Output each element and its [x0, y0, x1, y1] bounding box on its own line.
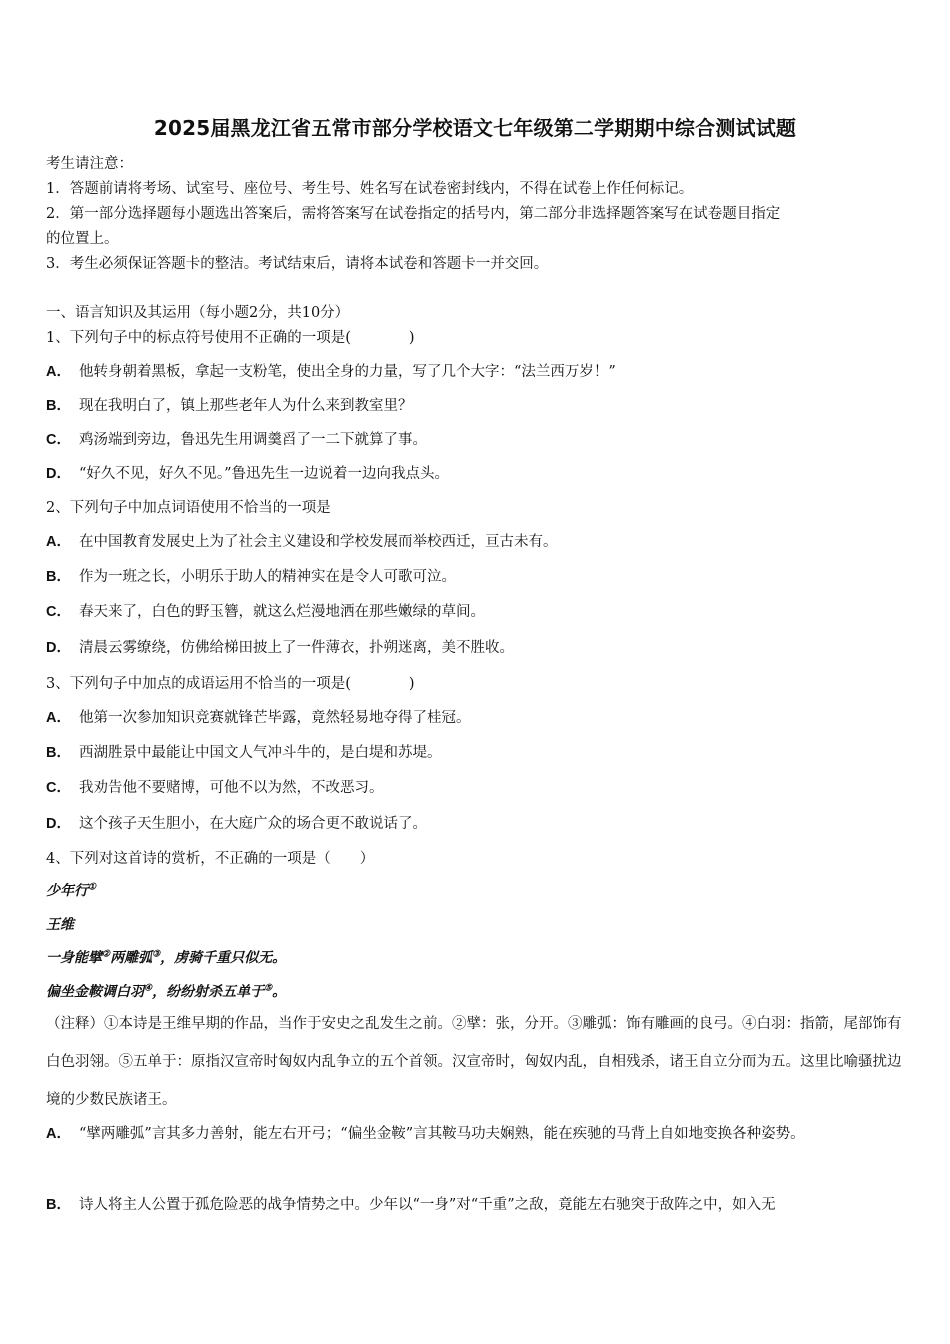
question-stem: 1、下列句子中的标点符号使用不正确的一项是( ) [46, 330, 415, 346]
option-label: C． [46, 604, 71, 620]
poem-text: ，纷纷射杀五单于 [152, 984, 265, 1000]
option-text: 他第一次参加知识竞赛就锋芒毕露，竟然轻易地夺得了桂冠。 [78, 710, 471, 726]
option-label: B． [46, 398, 71, 414]
poem-author: 王维 [46, 917, 74, 933]
option-item [46, 565, 908, 586]
poem-title-text: 少年行 [46, 883, 88, 899]
option-text: 他转身朝着黑板，拿起一支粉笔，使出全身的力量，写了几个大字：“法兰西万岁！” [78, 364, 616, 380]
option-label: D． [46, 816, 71, 832]
notice-item: 的位置上。 [46, 231, 119, 247]
option-text: 清晨云雾缭绕，仿佛给梯田披上了一件薄衣，扑朔迷离，美不胜收。 [78, 640, 514, 656]
poem-line [46, 981, 908, 1001]
poem-text: ，虏骑千重只似无。 [160, 950, 287, 966]
option-text: 春天来了，白色的野玉簪，就这么烂漫地洒在那些嫩绿的草间。 [78, 604, 485, 620]
footnote-mark: ② [102, 949, 111, 960]
option-label: A． [46, 364, 71, 380]
notice-item: 2．第一部分选择题每小题选出答案后，需将答案写在试卷指定的括号内，第二部分非选择题答案写在试卷题目指定 [46, 206, 781, 222]
section-heading: 一、语言知识及其运用（每小题2分，共10分） [46, 305, 350, 321]
footnote-mark: ⑤ [264, 983, 273, 994]
option-label: B． [46, 1197, 71, 1213]
option-label: C． [46, 432, 71, 448]
question-stem: 4、下列对这首诗的赏析，不正确的一项是（ ） [46, 851, 375, 867]
poem-notes: （注释）①本诗是王维早期的作品，当作于安史之乱发生之前。②擘：张，分开。③雕弧：饰有雕画的良弓。④白羽：指箭，尾部饰有白色羽翎。⑤五单于：原指汉宣帝时匈奴内乱争立的五个首领。汉宣帝时，匈奴内乱，自相残杀，诸王自立分而为五。这里比喻骚扰边境的少数民族诸王。 [46, 1016, 902, 1108]
notice-item: 1．答题前请将考场、试室号、座位号、考生号、姓名写在试卷密封线内，不得在试卷上作任何标记。 [46, 181, 694, 197]
notice-item: 3．考生必须保证答题卡的整洁。考试结束后，请将本试卷和答题卡一并交回。 [46, 256, 549, 272]
option-text: 诗人将主人公置于孤危险恶的战争情势之中。少年以“一身”对“千重”之敌，竟能左右驰突于敌阵之中，如入无 [78, 1197, 776, 1213]
option-label: B． [46, 745, 71, 761]
option-item [46, 360, 908, 381]
option-item [46, 428, 908, 449]
option-text: “擘两雕弧”言其多力善射，能左右开弓；“偏坐金鞍”言其鞍马功夫娴熟，能在疾驰的马背上自如地变换各种姿势。 [78, 1126, 805, 1142]
option-text: “好久不见，好久不见。”鲁迅先生一边说着一边向我点头。 [78, 466, 450, 482]
poem-text: 偏坐金鞍调白羽 [46, 984, 144, 1000]
option-item [46, 394, 908, 415]
notice-heading: 考生请注意： [46, 156, 133, 172]
option-label: A． [46, 1126, 71, 1142]
poem-title [46, 880, 908, 900]
option-item [46, 1193, 908, 1214]
option-item [46, 741, 908, 762]
option-text: 现在我明白了，镇上那些老年人为什么来到教室里？ [78, 398, 413, 414]
option-label: A． [46, 710, 71, 726]
option-item [46, 812, 908, 833]
option-item [46, 636, 908, 657]
option-label: B． [46, 569, 71, 585]
option-item [46, 600, 908, 621]
footnote-mark: ③ [152, 949, 161, 960]
poem-line [46, 947, 908, 967]
question-stem: 3、下列句子中加点的成语运用不恰当的一项是( ) [46, 676, 415, 692]
poem-text: 。 [272, 984, 287, 1000]
option-label: D． [46, 640, 71, 656]
question-stem: 2、下列句子中加点词语使用不恰当的一项是 [46, 500, 331, 516]
option-text: 西湖胜景中最能让中国文人气冲斗牛的，是白堤和苏堤。 [78, 745, 442, 761]
footnote-mark: ④ [144, 983, 153, 994]
option-text: 鸡汤端到旁边，鲁迅先生用调羹舀了一二下就算了事。 [78, 432, 427, 448]
footnote-mark: ① [88, 882, 97, 893]
poem-text: 两雕弧 [110, 950, 153, 966]
option-label: C． [46, 780, 71, 796]
option-text: 在中国教育发展史上为了社会主义建设和学校发展而举校西迁，亘古未有。 [78, 534, 558, 550]
option-label: A． [46, 534, 71, 550]
page-title: 2025届黑龙江省五常市部分学校语文七年级第二学期期中综合测试试题 [153, 116, 797, 140]
poem-text: 一身能擘 [46, 950, 102, 966]
option-text: 作为一班之长，小明乐于助人的精神实在是令人可歌可泣。 [78, 569, 456, 585]
option-item [46, 776, 908, 797]
option-text: 我劝告他不要赌博，可他不以为然，不改恶习。 [78, 780, 384, 796]
option-item [46, 530, 908, 551]
option-label: D． [46, 466, 71, 482]
option-item [46, 1115, 908, 1153]
option-item [46, 706, 908, 727]
option-text: 这个孩子天生胆小，在大庭广众的场合更不敢说话了。 [78, 816, 427, 832]
option-item [46, 462, 908, 483]
